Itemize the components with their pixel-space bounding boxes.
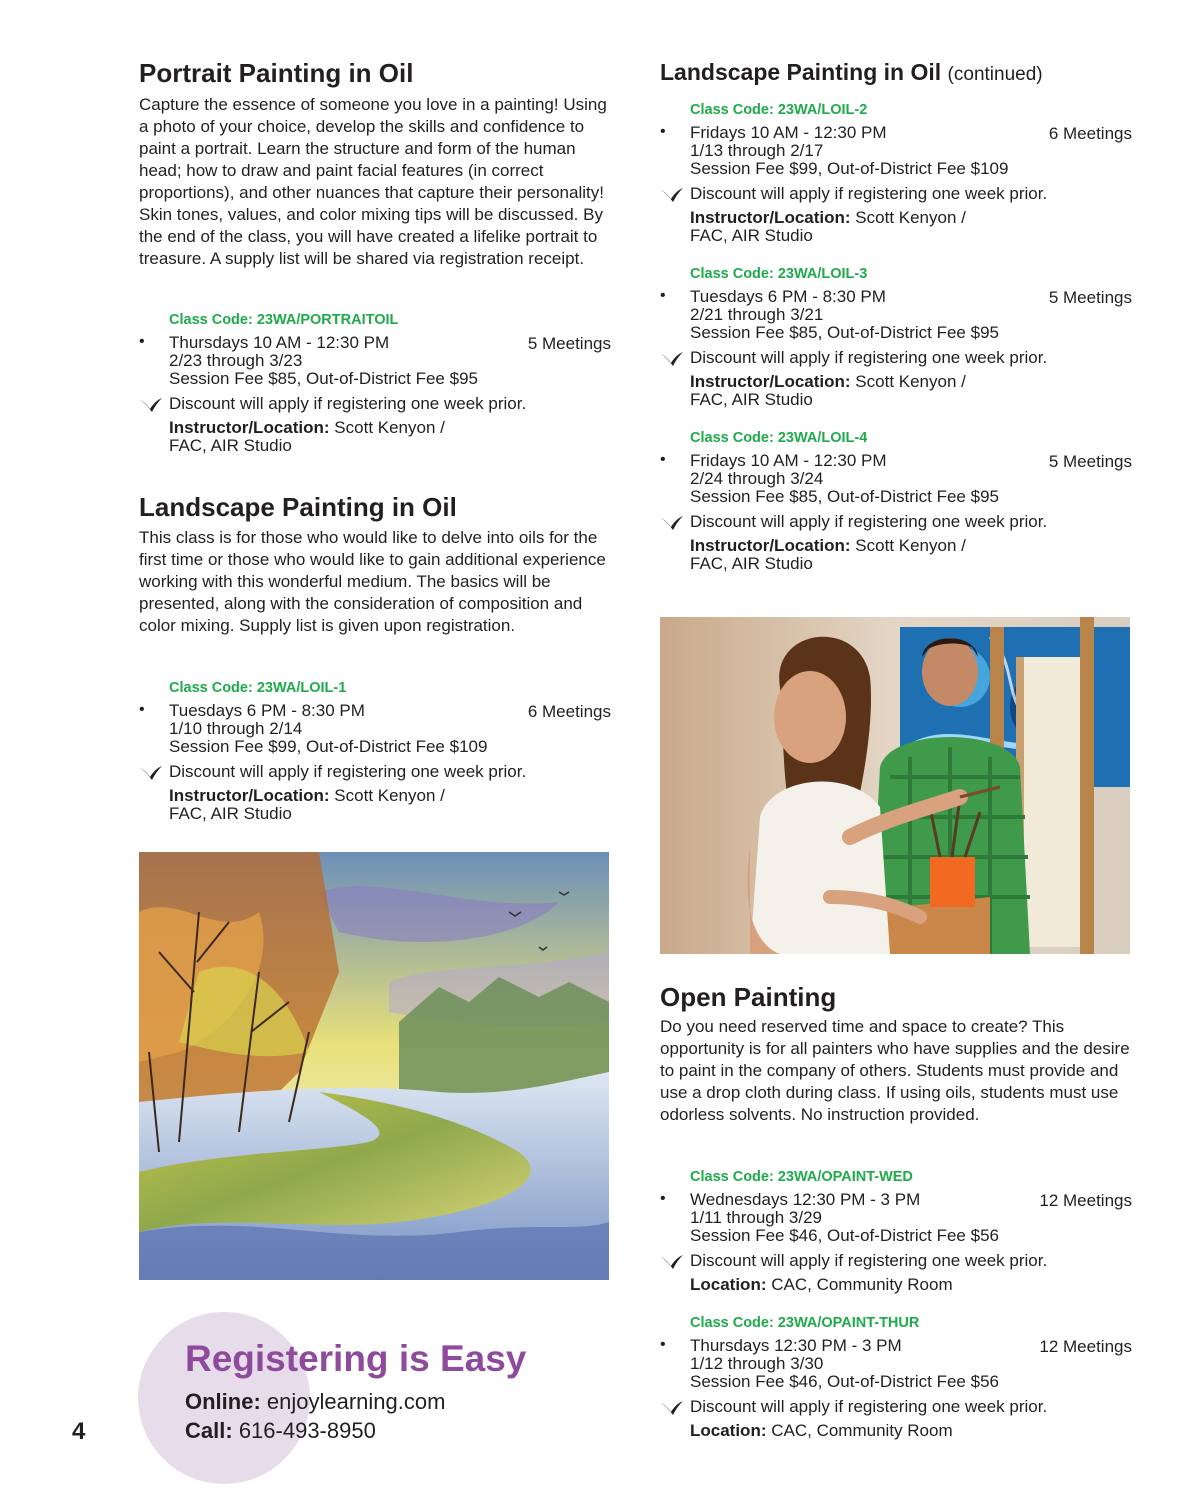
- bird-icon: [139, 765, 163, 781]
- bullet-icon: •: [660, 1336, 666, 1353]
- bird-icon: [660, 187, 684, 203]
- session-fee: Session Fee $46, Out-of-District Fee $56: [690, 1226, 999, 1245]
- session-details: [690, 288, 999, 342]
- class-code: Class Code: 23WA/LOIL-1: [169, 680, 347, 696]
- location-name: FAC, AIR Studio: [169, 436, 292, 455]
- instructor-label: Instructor/Location:: [169, 418, 330, 437]
- instructor-label: Instructor/Location:: [690, 536, 851, 555]
- session-schedule: Fridays 10 AM - 12:30 PM: [690, 451, 887, 470]
- open-painting-description: Do you need reserved time and space to create? This opportunity is for all painters who have supplies and the desire to paint in the company of others. Students must provide and use a drop cloth during class. If using oils, students must use odorless solvents. No instruction provided.: [660, 1017, 1130, 1124]
- instructor-name: Scott Kenyon /: [855, 208, 966, 227]
- landscape-description: This class is for those who would like to delve into oils for the first time or those who would like to gain additional experience working with this wonderful medium. The basics will be presented, along with the consideration of composition and color mixing. Supply list is given upon registration.: [139, 528, 606, 635]
- instructor-label: Instructor/Location:: [169, 786, 330, 805]
- session-schedule: Thursdays 10 AM - 12:30 PM: [169, 333, 390, 352]
- online-link[interactable]: enjoylearning.com: [266, 1389, 446, 1414]
- bird-icon: [660, 515, 684, 531]
- session-schedule: Thursdays 12:30 PM - 3 PM: [690, 1336, 902, 1355]
- session-details: [169, 702, 487, 756]
- discount-text: Discount will apply if registering one week prior.: [690, 512, 1048, 531]
- bullet-icon: •: [139, 333, 145, 350]
- class-code: Class Code: 23WA/LOIL-2: [690, 102, 868, 118]
- session-dates: 1/11 through 3/29: [690, 1208, 823, 1227]
- session-meetings: 12 Meetings: [1039, 1191, 1132, 1210]
- discount-text: Discount will apply if registering one week prior.: [169, 394, 527, 413]
- call-label: Call:: [185, 1418, 233, 1443]
- location-line: [690, 1422, 953, 1440]
- session-details: [690, 124, 1008, 178]
- class-code: Class Code: 23WA/OPAINT-THUR: [690, 1315, 920, 1331]
- session-meetings: 5 Meetings: [527, 334, 611, 353]
- session-dates: 2/23 through 3/23: [169, 351, 303, 370]
- session-dates: 1/12 through 3/30: [690, 1354, 824, 1373]
- session-schedule: Fridays 10 AM - 12:30 PM: [690, 123, 887, 142]
- session-fee: Session Fee $85, Out-of-District Fee $95: [690, 323, 999, 342]
- session-dates: 1/10 through 2/14: [169, 719, 303, 738]
- session-fee: Session Fee $99, Out-of-District Fee $109: [690, 159, 1009, 178]
- instructor-location: [690, 209, 966, 245]
- landscape-title: Landscape Painting in Oil: [139, 492, 457, 522]
- session-details: [169, 334, 478, 388]
- session-details: [690, 452, 999, 506]
- phone-number[interactable]: 616-493-8950: [238, 1418, 376, 1443]
- instructor-name: Scott Kenyon /: [855, 372, 966, 391]
- instructor-name: Scott Kenyon /: [334, 786, 445, 805]
- open-painting-title: Open Painting: [660, 982, 837, 1012]
- instructor-name: Scott Kenyon /: [855, 536, 966, 555]
- location-name: CAC, Community Room: [771, 1421, 953, 1440]
- discount-text: Discount will apply if registering one week prior.: [690, 184, 1048, 203]
- bullet-icon: •: [660, 287, 666, 304]
- session-details: [690, 1337, 999, 1391]
- location-line: [690, 1276, 953, 1294]
- bird-icon: [660, 1400, 684, 1416]
- discount-text: Discount will apply if registering one week prior.: [169, 762, 527, 781]
- session-fee: Session Fee $85, Out-of-District Fee $95: [169, 369, 478, 388]
- portrait-title: Portrait Painting in Oil: [139, 58, 414, 88]
- session-fee: Session Fee $85, Out-of-District Fee $95: [690, 487, 999, 506]
- session-dates: 1/13 through 2/17: [690, 141, 824, 160]
- location-label: Location:: [690, 1421, 767, 1440]
- bullet-icon: •: [660, 123, 666, 140]
- session-meetings: 12 Meetings: [1039, 1337, 1132, 1356]
- bullet-icon: •: [660, 1190, 666, 1207]
- session-dates: 2/21 through 3/21: [690, 305, 824, 324]
- instructor-location: [169, 419, 445, 455]
- painting-class-photo: [660, 617, 1130, 954]
- instructor-location: [169, 787, 445, 823]
- bird-icon: [139, 397, 163, 413]
- discount-text: Discount will apply if registering one week prior.: [690, 348, 1048, 367]
- register-title: Registering is Easy: [185, 1338, 527, 1379]
- class-code: Class Code: 23WA/PORTRAITOIL: [169, 312, 399, 328]
- continued-label: (continued): [947, 64, 1043, 85]
- location-name: FAC, AIR Studio: [690, 390, 813, 409]
- discount-text: Discount will apply if registering one week prior.: [690, 1251, 1048, 1270]
- bullet-icon: •: [660, 451, 666, 468]
- page-number: 4: [72, 1418, 86, 1445]
- session-meetings: 6 Meetings: [527, 702, 611, 721]
- class-code: Class Code: 23WA/OPAINT-WED: [690, 1169, 913, 1185]
- session-dates: 2/24 through 3/24: [690, 469, 824, 488]
- session-meetings: 5 Meetings: [1048, 288, 1132, 307]
- session-meetings: 6 Meetings: [1048, 124, 1132, 143]
- location-name: FAC, AIR Studio: [169, 804, 292, 823]
- session-schedule: Tuesdays 6 PM - 8:30 PM: [690, 287, 886, 306]
- instructor-label: Instructor/Location:: [690, 372, 851, 391]
- session-details: [690, 1191, 999, 1245]
- location-name: FAC, AIR Studio: [690, 226, 813, 245]
- session-meetings: 5 Meetings: [1048, 452, 1132, 471]
- instructor-name: Scott Kenyon /: [334, 418, 445, 437]
- bird-icon: [660, 1254, 684, 1270]
- discount-text: Discount will apply if registering one week prior.: [690, 1397, 1048, 1416]
- bird-icon: [660, 351, 684, 367]
- portrait-description: Capture the essence of someone you love in a painting! Using a photo of your choice, develop the skills and confidence to paint a portrait. Learn the structure and form of the human head; how to draw and paint facial features (in correct proportions), and other nuances that capture their personality! Skin tones, values, and color mixing tips will be discussed. By the end of the class, you will have created a lifelike portrait to treasure. A supply list will be shared via registration receipt.: [139, 95, 607, 268]
- register-call: [185, 1418, 376, 1444]
- session-fee: Session Fee $46, Out-of-District Fee $56: [690, 1372, 999, 1391]
- landscape-continued-title: [660, 59, 1043, 86]
- class-code: Class Code: 23WA/LOIL-3: [690, 266, 868, 282]
- instructor-label: Instructor/Location:: [690, 208, 851, 227]
- instructor-location: [690, 373, 966, 409]
- session-schedule: Tuesdays 6 PM - 8:30 PM: [169, 701, 365, 720]
- class-code: Class Code: 23WA/LOIL-4: [690, 430, 868, 446]
- register-online: [185, 1389, 445, 1415]
- bullet-icon: •: [139, 701, 145, 718]
- session-fee: Session Fee $99, Out-of-District Fee $109: [169, 737, 488, 756]
- landscape-continued-name: Landscape Painting in Oil: [660, 59, 942, 85]
- session-schedule: Wednesdays 12:30 PM - 3 PM: [690, 1190, 921, 1209]
- online-label: Online:: [185, 1389, 261, 1414]
- location-label: Location:: [690, 1275, 767, 1294]
- location-name: CAC, Community Room: [771, 1275, 953, 1294]
- location-name: FAC, AIR Studio: [690, 554, 813, 573]
- winter-landscape-painting: [139, 852, 609, 1280]
- instructor-location: [690, 537, 966, 573]
